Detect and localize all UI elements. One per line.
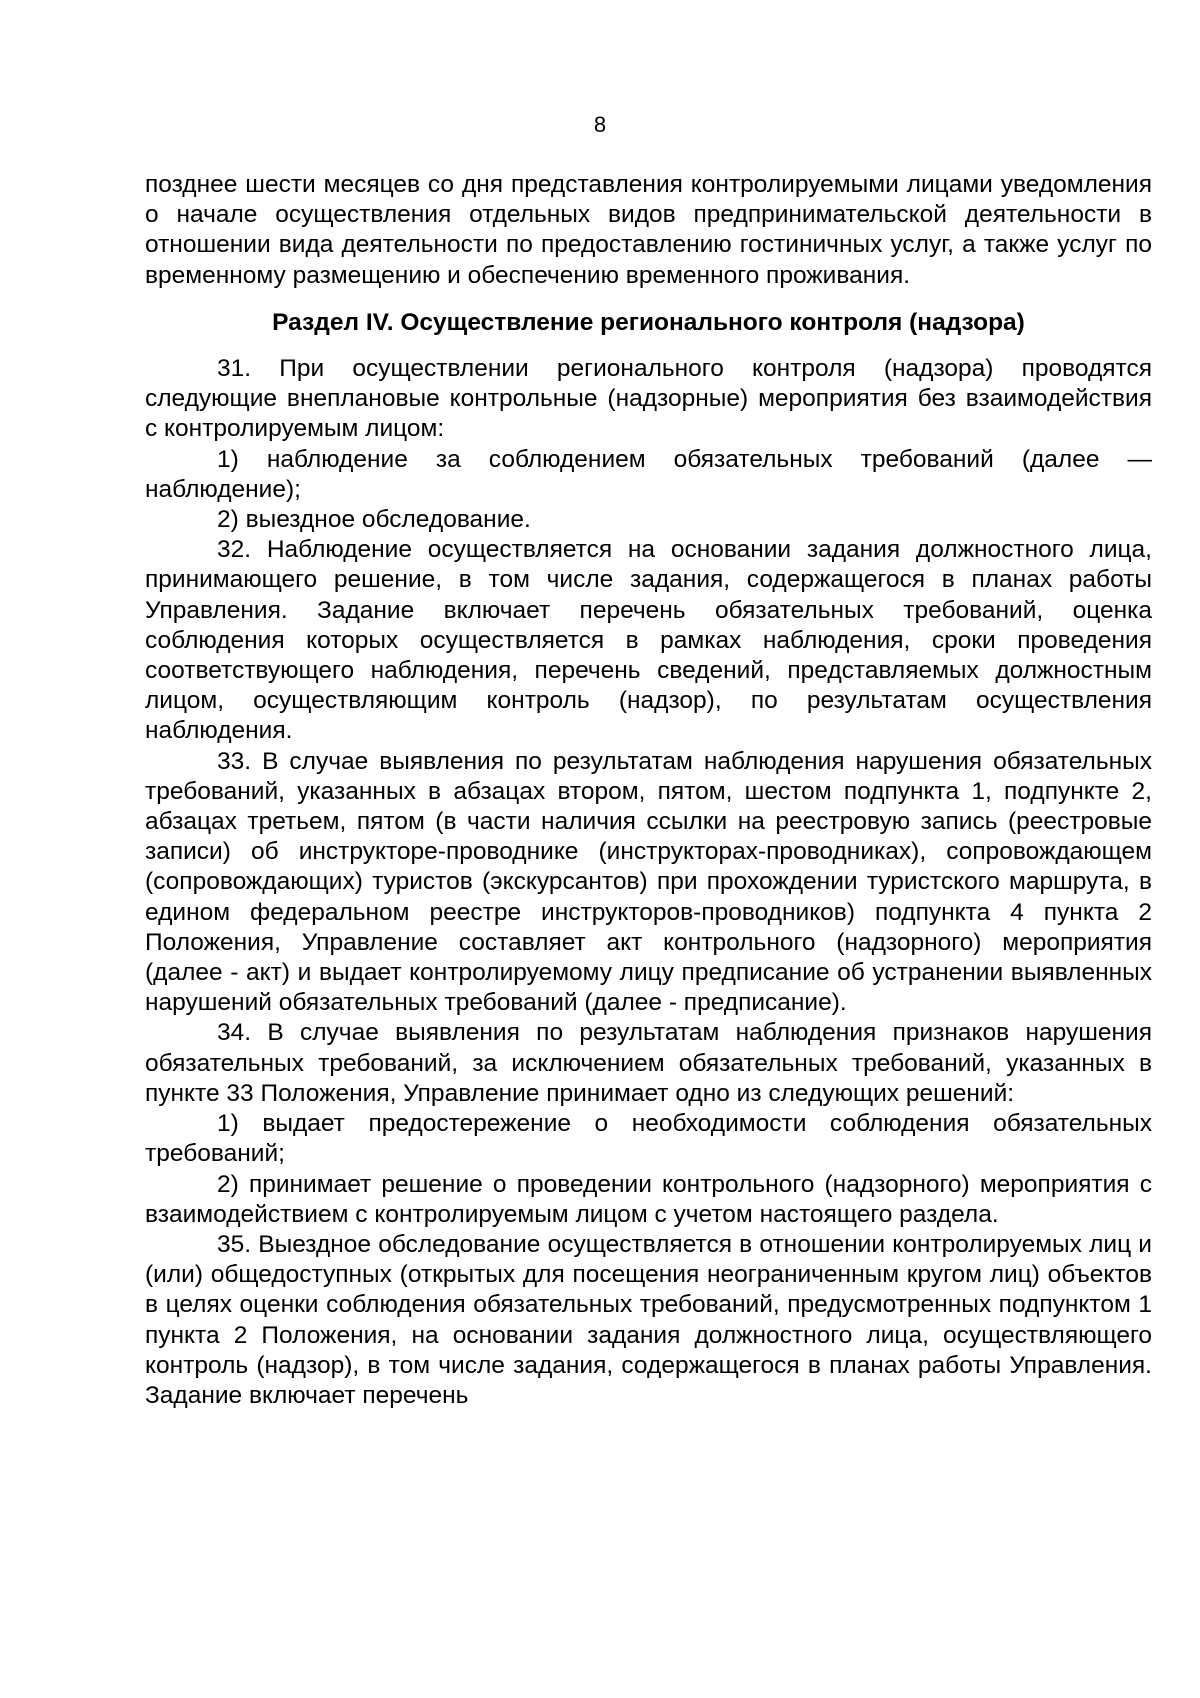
paragraph-31-item-2: 2) выездное обследование. (217, 506, 531, 534)
page-number: 8 (593, 112, 607, 137)
paragraph-33: 33. В случае выявления по результатам наблюдения нарушения обязательных требований, указанных в абзацах втором, пятом, шестом подпункта 1, подпункте 2, абзацах третьем, пятом (в части наличия ссылки на реестровую запись (реестровые записи) об инструкторе-проводнике (инструкторах-проводниках), сопровождающем (сопровождающих) туристов (экскурсантов) при прохождении туристского маршрута, в едином федеральном реестре инструкторов-проводников) подпункта 4 пункта 2 Положения, Управление составляет акт контрольного (надзорного) мероприятия (далее - акт) и выдает контролируемому лицу предписание об устранении выявленных нарушений обязательных требований (далее - предписание). (145, 747, 1152, 1017)
paragraph-34-item-1: 1) выдает предостережение о необходимости соблюдения обязательных требований; (145, 1110, 1152, 1168)
document-body (145, 170, 1152, 1411)
paragraph-35: 35. Выездное обследование осуществляется в отношении контролируемых лиц и (или) общедоступных (открытых для посещения неограниченным кругом лиц) объектов в целях оценки соблюдения обязательных требований, предусмотренных подпунктом 1 пункта 2 Положения, на основании задания должностного лица, осуществляющего контроль (надзор), в том числе задания, содержащегося в планах работы Управления. Задание включает перечень (145, 1230, 1152, 1409)
paragraph-31: 31. При осуществлении регионального контроля (надзора) проводятся следующие внеплановые контрольные (надзорные) мероприятия без взаимодействия с контролируемым лицом: (145, 355, 1152, 443)
paragraph-31-item-1: 1) наблюдение за соблюдением обязательных требований (далее — наблюдение); (145, 445, 1152, 503)
paragraph-34: 34. В случае выявления по результатам наблюдения признаков нарушения обязательных требований, за исключением обязательных требований, указанных в пункте 33 Положения, Управление принимает одно из следующих решений: (145, 1019, 1152, 1107)
paragraph-32: 32. Наблюдение осуществляется на основании задания должностного лица, принимающего решение, в том числе задания, содержащегося в планах работы Управления. Задание включает перечень обязательных требований, оценка соблюдения которых осуществляется в рамках наблюдения, сроки проведения соответствующего наблюдения, перечень сведений, представляемых должностным лицом, осуществляющим контроль (надзор), по результатам осуществления наблюдения. (145, 536, 1152, 745)
paragraph-34-item-2: 2) принимает решение о проведении контрольного (надзорного) мероприятия с взаимодействием с контролируемым лицом с учетом настоящего раздела. (145, 1170, 1152, 1228)
section-heading: Раздел IV. Осуществление регионального контроля (надзора) (272, 308, 1025, 336)
paragraph-intro: позднее шести месяцев со дня представления контролируемыми лицами уведомления о начале осуществления отдельных видов предпринимательской деятельности в отношении вида деятельности по предоставлению гостиничных услуг, а также услуг по временному размещению и обеспечению временного проживания. (145, 171, 1152, 289)
